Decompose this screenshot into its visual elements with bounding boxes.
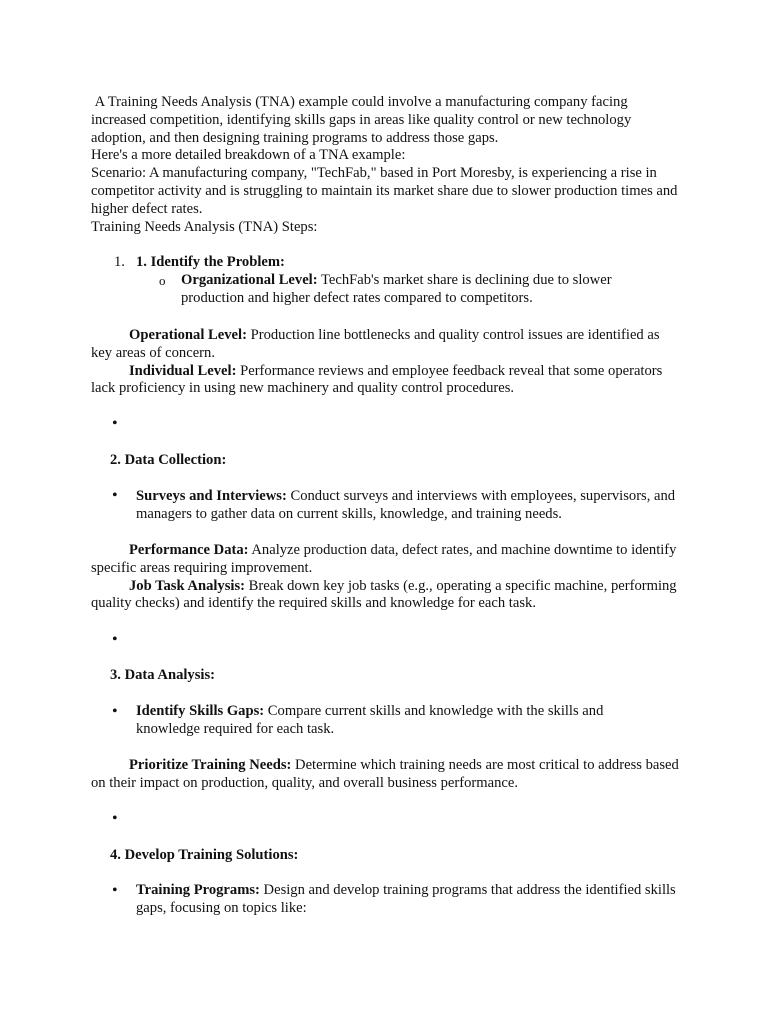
ind-level-text: Performance reviews and employee feedback reveal that some operators lack proficiency in using new machinery and quality control procedures. [91,362,666,397]
surveys-text: Conduct surveys and interviews with employees, supervisors, and managers to gather data on current skills, knowledge, and training needs. [136,488,679,522]
training-programs-label: Training Programs: [136,882,260,898]
op-level-text: Production line bottlenecks and quality control issues are identified as key areas of concern. [91,327,664,361]
step2-heading: 2. Data Collection: [110,452,227,468]
scenario-paragraph: Scenario: A manufacturing company, "TechFab," based in Port Moresby, is experiencing a rise in competitor activity and is struggling to maintain its market share due to slower production times and higher defect rates. [91,165,678,217]
prioritize-paragraph [91,757,681,793]
op-level-paragraph [91,327,681,398]
surveys-label: Surveys and Interviews: [136,488,287,504]
bullet: • [112,487,118,504]
steps-heading: Training Needs Analysis (TNA) Steps: [91,218,318,235]
intro-section [91,94,681,236]
org-level-text: TechFab's market share is declining due to slower production and higher defect rates compared to competitors. [181,272,616,306]
org-level-label: Organizational Level: [181,272,318,288]
breakdown-line: Here's a more detailed breakdown of a TNA example: [91,147,406,164]
job-task-text: Break down key job tasks (e.g., operating a specific machine, performing quality checks) and identify the required skills and knowledge for each task. [91,577,681,612]
step3-heading: 3. Data Analysis: [110,667,216,683]
training-programs-text: Design and develop training programs that address the identified skills gaps, focusing on topics like: [136,882,680,916]
perf-paragraph [91,542,681,613]
step1-heading: 1. Identify the Problem: [136,254,285,270]
job-task-label: Job Task Analysis: [129,577,246,594]
perf-text: Analyze production data, defect rates, and machine downtime to identify specific areas requiring improvement. [91,542,681,576]
intro-paragraph: A Training Needs Analysis (TNA) example could involve a manufacturing company facing increased competition, identifying skills gaps in areas like quality control or new technology adoption, and then designing training programs to address those gaps. [91,94,635,146]
empty-bullet: • [112,631,118,648]
surveys-item [136,488,679,524]
skills-gaps-item [136,703,636,739]
ind-level-label: Individual Level: [129,362,237,379]
skills-gaps-text: Compare current skills and knowledge with the skills and knowledge required for each task. [136,703,608,737]
perf-label: Performance Data: [129,542,249,558]
org-level-item [181,272,651,308]
list-number-1: 1. [114,254,125,270]
training-programs-item [136,882,680,918]
bullet: • [112,882,118,899]
prioritize-text: Determine which training needs are most critical to address based on their impact on production, quality, and overall business performance. [91,757,683,791]
empty-bullet: • [112,810,118,827]
prioritize-label: Prioritize Training Needs: [129,757,292,773]
sub-bullet-marker: o [159,273,166,288]
bullet: • [112,703,118,720]
op-level-label: Operational Level: [129,327,247,343]
empty-bullet: • [112,415,118,432]
skills-gaps-label: Identify Skills Gaps: [136,703,265,719]
step4-heading: 4. Develop Training Solutions: [110,847,299,863]
